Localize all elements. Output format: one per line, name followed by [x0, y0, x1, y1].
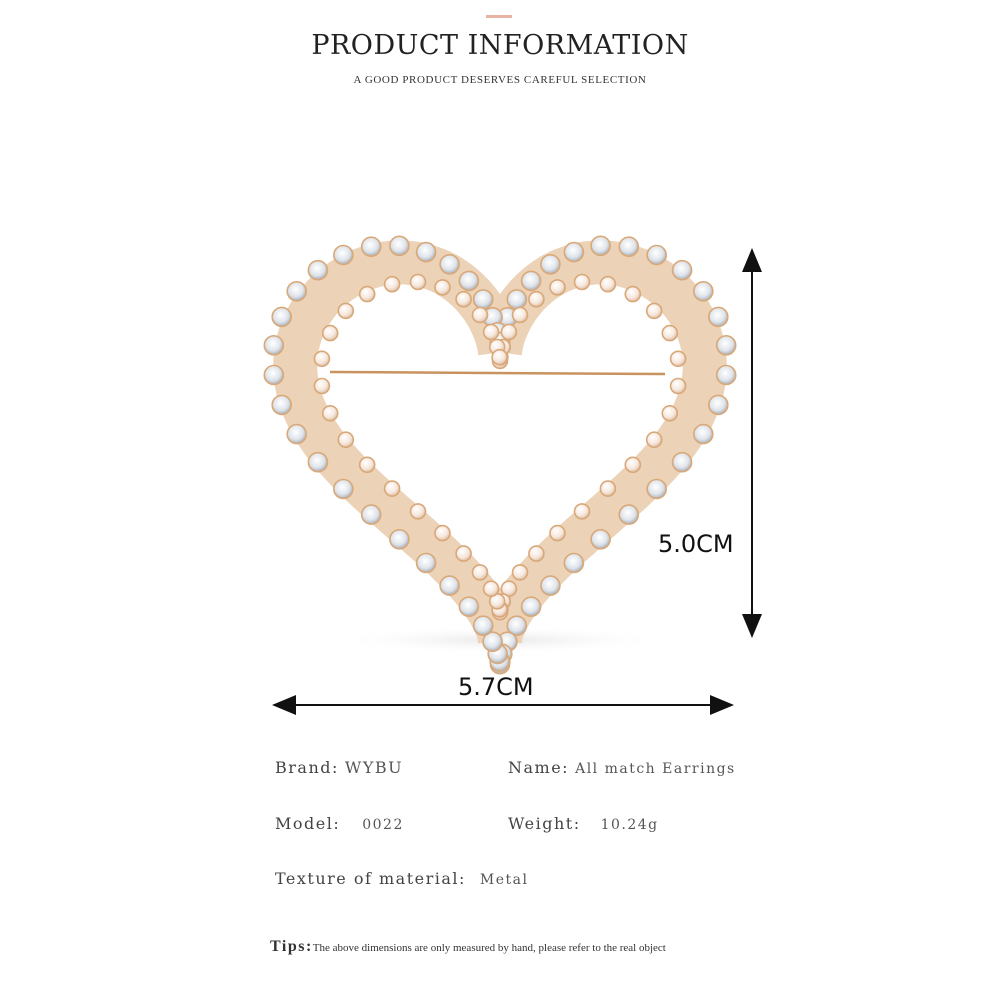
pearl-bead [484, 325, 499, 340]
crystal-stone [264, 336, 283, 355]
crystal-stone [334, 480, 353, 499]
pearl-bead [647, 432, 662, 447]
crystal-stone [522, 271, 541, 290]
pearl-bead [625, 457, 640, 472]
crystal-stone [717, 336, 736, 355]
spec-name [508, 758, 736, 777]
crystal-stone [287, 425, 306, 444]
spec-name-label: Name: [508, 758, 570, 777]
crystal-stone [362, 237, 381, 256]
pearl-bead [550, 526, 565, 541]
spec-weight [508, 814, 659, 833]
spec-name-value: All match Earrings [575, 761, 736, 777]
pearl-bead [456, 546, 471, 561]
pearl-bead [647, 303, 662, 318]
crystal-stone [591, 530, 610, 549]
spec-material [275, 869, 529, 888]
crystal-stone [417, 243, 436, 262]
crystal-stone [459, 597, 478, 616]
spec-material-label: Texture of material: [275, 869, 466, 888]
crystal-stone [287, 282, 306, 301]
pearl-bead [550, 280, 565, 295]
spec-weight-value: 10.24g [600, 817, 659, 833]
pearl-bead [338, 432, 353, 447]
crystal-stone [308, 453, 327, 472]
width-label: 5.7CM [458, 673, 534, 701]
pearl-bead [575, 504, 590, 519]
crystal-stone [619, 237, 638, 256]
pearl-bead [456, 292, 471, 307]
pearl-bead [314, 351, 329, 366]
spec-brand-value: WYBU [344, 758, 404, 777]
pearl-bead [314, 379, 329, 394]
pearl-bead [600, 277, 615, 292]
pearl-bead [411, 275, 426, 290]
tips-note [270, 938, 666, 956]
crystal-stone [647, 246, 666, 265]
crystal-stone [522, 597, 541, 616]
heart-brooch-icon [264, 236, 735, 673]
pearl-bead [492, 350, 507, 365]
crystal-stone [459, 271, 478, 290]
crystal-stone [308, 261, 327, 280]
spec-material-value: Metal [479, 872, 529, 888]
crystal-stone [673, 453, 692, 472]
pearl-bead [323, 406, 338, 421]
pearl-bead [484, 581, 499, 596]
crystal-stone [709, 307, 728, 326]
crystal-stone [541, 255, 560, 274]
pearl-bead [671, 351, 686, 366]
crystal-stone [591, 236, 610, 255]
pearl-bead [529, 292, 544, 307]
crystal-stone [709, 395, 728, 414]
pearl-bead [671, 379, 686, 394]
crystal-stone [362, 505, 381, 524]
crystal-stone [647, 480, 666, 499]
pearl-bead [501, 325, 516, 340]
crystal-stone [417, 554, 436, 573]
spec-model-label: Model: [275, 814, 341, 833]
spec-model-value: 0022 [362, 817, 404, 833]
crystal-stone [541, 576, 560, 595]
pearl-bead [513, 565, 528, 580]
crystal-stone [390, 236, 409, 255]
crystal-stone [272, 395, 291, 414]
pearl-bead [338, 303, 353, 318]
crystal-stone [272, 307, 291, 326]
pearl-bead [435, 526, 450, 541]
spec-brand-label: Brand: [275, 758, 339, 777]
pearl-bead [385, 277, 400, 292]
pearl-bead [513, 308, 528, 323]
pearl-bead [662, 326, 677, 341]
crystal-stone [334, 246, 353, 265]
crystal-stone [264, 366, 283, 385]
crystal-stone [474, 290, 493, 309]
pearl-bead [529, 546, 544, 561]
spec-model [275, 814, 404, 833]
crystal-stone [717, 366, 736, 385]
pearl-bead [360, 457, 375, 472]
crystal-stone [619, 505, 638, 524]
pearl-bead [600, 481, 615, 496]
crystal-stone [694, 282, 713, 301]
pearl-bead [473, 565, 488, 580]
pearl-bead [435, 280, 450, 295]
pearl-bead [473, 308, 488, 323]
pearl-bead [323, 326, 338, 341]
tips-label: Tips: [270, 938, 313, 955]
page-title: PRODUCT INFORMATION [311, 30, 689, 61]
spec-weight-label: Weight: [508, 814, 581, 833]
pearl-bead [662, 406, 677, 421]
tips-text: The above dimensions are only measured by hand, please refer to the real object [312, 942, 666, 954]
pearl-bead [625, 287, 640, 302]
crystal-stone [673, 261, 692, 280]
crystal-stone [474, 616, 493, 635]
height-label: 5.0CM [658, 530, 734, 558]
pearl-bead [411, 504, 426, 519]
spec-brand [275, 758, 403, 777]
crystal-stone [390, 530, 409, 549]
pearl-bead [360, 287, 375, 302]
crystal-stone [440, 255, 459, 274]
crystal-stone [440, 576, 459, 595]
crystal-stone [564, 243, 583, 262]
crystal-stone [507, 290, 526, 309]
pearl-bead [575, 275, 590, 290]
pearl-bead [385, 481, 400, 496]
brooch-pin [330, 372, 665, 374]
page-subtitle: A GOOD PRODUCT DESERVES CAREFUL SELECTION [353, 74, 647, 86]
crystal-stone [564, 554, 583, 573]
crystal-stone [694, 425, 713, 444]
